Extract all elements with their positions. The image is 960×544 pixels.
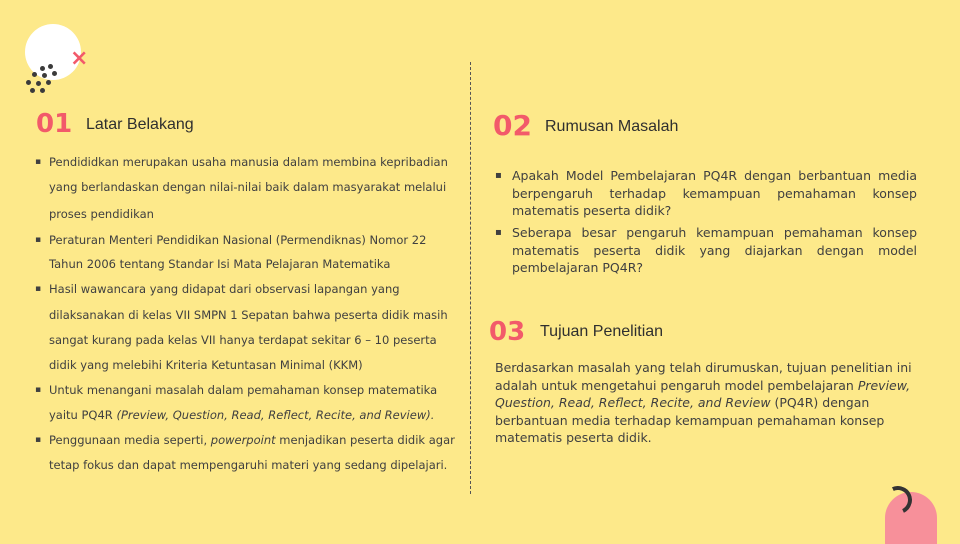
section1-number: 01 [36,109,73,139]
section1-bullet-1: ▪ Pendididkan merupakan usaha manusia dalam membina kepribadian [35,155,448,169]
section2-number: 02 [493,109,532,142]
section1-title: Latar Belakang [86,116,194,133]
section1-bullet-5: ▪ Penggunaan media seperti, powerpoint menjadikan peserta didik agar [35,433,455,447]
section2-title: Rumusan Masalah [545,118,679,135]
section1-bullet-3: ▪ Hasil wawancara yang didapat dari observasi lapangan yang [35,282,400,296]
column-divider [470,62,471,494]
section3-paragraph: Berdasarkan masalah yang telah dirumuskan, tujuan penelitian ini adalah untuk mengetahui pengaruh model pembelajaran Preview, Question, Read, Reflect, Recite, and Review (PQ4R) dengan berbantuan media terhadap kemampuan pemahaman konsep matematis peserta didik. [495,360,912,445]
section2-item-1: ▪ Apakah Model Pembelajaran PQ4R dengan berbantuan media berpengaruh terhadap kemampuan pemahaman konsep matematis peserta didik? [495,168,917,218]
section1-bullet-4: ▪ Untuk menangani masalah dalam pemahaman konsep matematika [35,383,438,397]
section1-bullet-2: ▪ Peraturan Menteri Pendidikan Nasional (Permendiknas) Nomor 22 [35,233,427,247]
section3-number: 03 [489,317,526,347]
section3-title: Tujuan Penelitian [540,323,664,340]
dots-pattern-icon [26,62,62,92]
close-x-icon: × [70,46,89,71]
section2-item-2: ▪ Seberapa besar pengaruh kemampuan pemahaman konsep matematis peserta didik yang diajarkan dengan model pembelajaran PQ4R? [495,225,917,275]
